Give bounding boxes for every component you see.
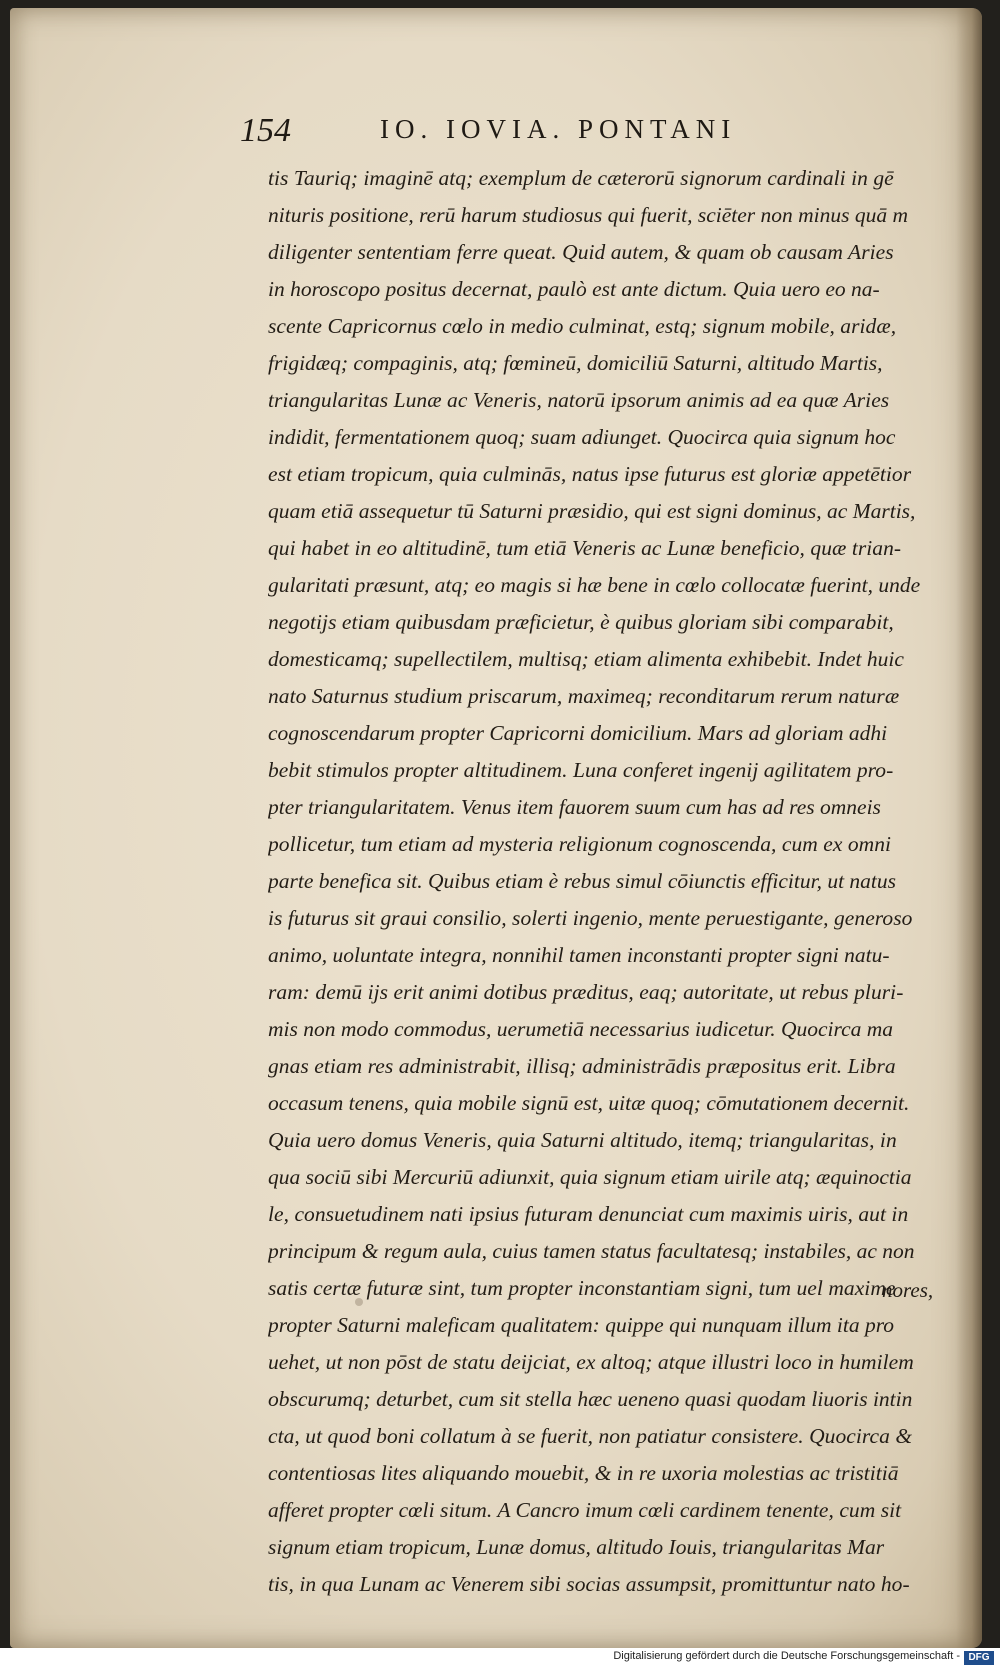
text-line: est etiam tropicum, quia culminās, natus ipse futurus est gloriæ appetētior	[268, 462, 912, 486]
text-line: le, consuetudinem nati ipsius futuram denunciat cum maximis uiris, aut in	[268, 1202, 909, 1226]
text-line: cta, ut quod boni collatum à se fuerit, non patiatur consistere. Quocirca &	[268, 1424, 913, 1448]
text-line: in horoscopo positus decernat, paulò est ante dictum. Quia uero eo na-	[268, 277, 880, 301]
text-line: principum & regum aula, cuius tamen status facultatesq; instabiles, ac non	[268, 1239, 915, 1263]
page-number: 154	[240, 112, 291, 149]
text-line: nato Saturnus studium priscarum, maximeq; reconditarum rerum naturæ	[268, 684, 900, 708]
text-line: domesticamq; supellectilem, multisq; etiam alimenta exhibebit. Indet huic	[268, 647, 904, 671]
text-line: diligenter sententiam ferre queat. Quid autem, & quam ob causam Aries	[268, 240, 894, 264]
text-line: Quia uero domus Veneris, quia Saturni altitudo, itemq; triangularitas, in	[268, 1128, 897, 1152]
text-line: satis certæ futuræ sint, tum propter inconstantiam signi, tum uel maxime	[268, 1276, 896, 1300]
text-line: cognoscendarum propter Capricorni domicilium. Mars ad gloriam adhi	[268, 721, 888, 745]
catchword: nores,	[882, 1278, 934, 1302]
text-line: qui habet in eo altitudinē, tum etiā Veneris ac Lunæ beneficio, quæ trian-	[268, 536, 902, 560]
text-line: tis Tauriq; imaginē atq; exemplum de cæterorū signorum cardinali in gē	[268, 166, 894, 190]
text-line: afferet propter cœli situm. A Cancro imum cœli cardinem tenente, cum sit	[268, 1498, 902, 1522]
text-line: gularitati præsunt, atq; eo magis si hæ bene in cœlo collocatæ fuerint, unde	[268, 573, 921, 597]
text-line: frigidæq; compaginis, atq; fœmineū, domiciliū Saturni, altitudo Martis,	[268, 351, 883, 375]
page-header	[240, 112, 800, 152]
text-line: gnas etiam res administrabit, illisq; administrādis præpositus erit. Libra	[268, 1054, 896, 1078]
text-line: pollicetur, tum etiam ad mysteria religionum cognoscenda, cum ex omni	[268, 832, 892, 856]
text-line: mis non modo commodus, uerumetiā necessarius iudicetur. Quocirca ma	[268, 1017, 894, 1041]
running-head: IO. IOVIA. PONTANI	[380, 114, 737, 144]
text-line: propter Saturni maleficam qualitatem: quippe qui nunquam illum ita pro	[268, 1313, 895, 1337]
dfg-logo-badge: DFG	[964, 1651, 994, 1665]
text-line: is futurus sit graui consilio, solerti ingenio, mente peruestigante, generoso	[268, 906, 913, 930]
text-line: bebit stimulos propter altitudinem. Luna conferet ingenij agilitatem pro-	[268, 758, 894, 782]
text-line: quam etiā assequetur tū Saturni præsidio, qui est signi dominus, ac Martis,	[268, 499, 916, 523]
text-line: uehet, ut non pōst de statu deijciat, ex altoq; atque illustri loco in humilem	[268, 1350, 914, 1374]
text-line: obscurumq; deturbet, cum sit stella hæc ueneno quasi quodam liuoris intin	[268, 1387, 913, 1411]
text-line: signum etiam tropicum, Lunæ domus, altitudo Iouis, triangularitas Mar	[268, 1535, 885, 1559]
text-line: animo, uoluntate integra, nonnihil tamen inconstanti propter signi natu-	[268, 943, 890, 967]
funding-credit: Digitalisierung gefördert durch die Deutsche Forschungsgemeinschaft -	[613, 1650, 960, 1662]
text-line: occasum tenens, quia mobile signū est, uitæ quoq; cōmutationem decernit.	[268, 1091, 910, 1115]
text-line: scente Capricornus cœlo in medio culminat, estq; signum mobile, aridæ,	[268, 314, 897, 338]
text-line: triangularitas Lunæ ac Veneris, natorū ipsorum animis ad ea quæ Aries	[268, 388, 890, 412]
text-line: negotijs etiam quibusdam præficietur, è quibus gloriam sibi comparabit,	[268, 610, 894, 634]
text-line: nituris positione, rerū harum studiosus qui fuerit, sciēter non minus quā m	[268, 203, 909, 227]
text-line: parte benefica sit. Quibus etiam è rebus simul cōiunctis efficitur, ut natus	[268, 869, 897, 893]
page-edge-shadow	[956, 8, 982, 1648]
text-line: pter triangularitatem. Venus item fauorem suum cum has ad res omneis	[268, 795, 881, 819]
text-line: tis, in qua Lunam ac Venerem sibi socias assumpsit, promittuntur nato ho-	[268, 1572, 910, 1596]
text-line: contentiosas lites aliquando mouebit, & in re uxoria molestias ac tristitiā	[268, 1461, 899, 1485]
ink-smudge	[355, 1298, 363, 1306]
text-line: indidit, fermentationem quoq; suam adiunget. Quocirca quia signum hoc	[268, 425, 896, 449]
text-line: qua sociū sibi Mercuriū adiunxit, quia signum etiam uirile atq; æquinoctia	[268, 1165, 912, 1189]
body-text	[268, 160, 928, 1603]
text-line: ram: demū ijs erit animi dotibus præditus, eaq; autoritate, ut rebus pluri-	[268, 980, 904, 1004]
